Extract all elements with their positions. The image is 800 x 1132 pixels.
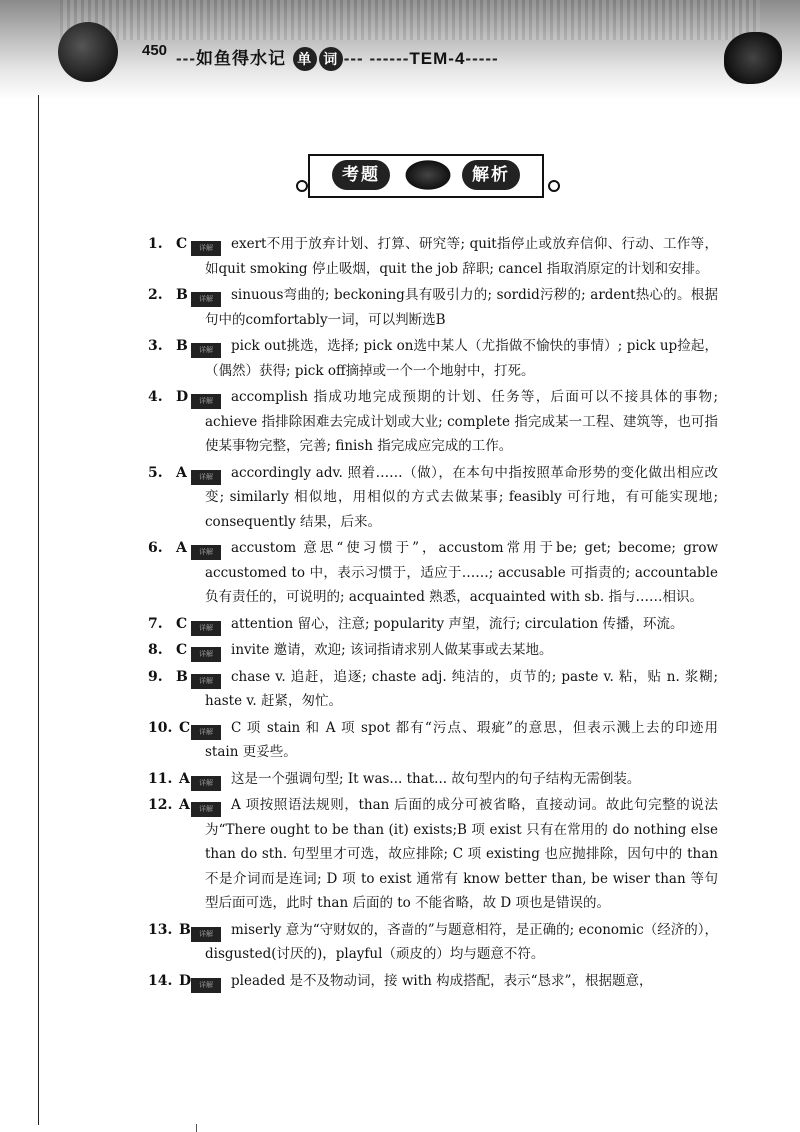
- answer-number: 7.: [148, 615, 163, 632]
- answer-explanation: accordingly adv. 照着……（做），在本句中指按照革命形势的变化做出相应改变; similarly 相似地，用相似的方式去做某事; feasibly 可行地，有可能实现地; consequently 结果，后来。: [205, 464, 718, 530]
- badge-char-2: 词: [319, 47, 343, 71]
- answer-letter: A: [176, 464, 187, 481]
- answer-item: [148, 612, 718, 637]
- margin-rule: [38, 95, 39, 1125]
- answer-item: [148, 918, 718, 967]
- answer-letter: A: [179, 770, 190, 787]
- answer-letter: A: [179, 797, 190, 813]
- answer-number: 8.: [148, 642, 163, 658]
- page-number: 450: [142, 42, 168, 59]
- answer-explanation: accomplish 指成功地完成预期的计划、任务等，后面可以不接具体的事物; achieve 指排除困难去完成计划或大业; complete 指完成某一工程、建筑等，也可指使某事物完整，完善; finish 指完成应完成的工作。: [205, 389, 718, 454]
- answer-explanation: 这是一个强调句型; It was... that... 故句型内的句子结构无需倒装。: [231, 770, 641, 787]
- answer-item: [148, 385, 718, 459]
- answer-item: [148, 232, 718, 281]
- answer-number: 10.: [148, 719, 173, 736]
- fish-logo-icon: [58, 22, 118, 82]
- answer-number: 11.: [148, 770, 173, 787]
- answer-number: 2.: [148, 287, 163, 303]
- explanation-tag-icon: 详解: [191, 394, 221, 409]
- answer-number: 5.: [148, 464, 163, 481]
- explanation-tag-icon: 详解: [191, 776, 221, 791]
- answer-letter: A: [176, 540, 187, 556]
- answer-item: [148, 767, 718, 792]
- explanation-tag-icon: 详解: [191, 927, 221, 942]
- answer-letter: B: [176, 287, 188, 303]
- heading-dot-right: [548, 180, 560, 192]
- answer-explanation: C 项 stain 和 A 项 spot 都有“污点、瑕疵”的意思，但表示溅上去的印迹用 stain 更妥些。: [205, 719, 718, 760]
- answer-explanation: attention 留心，注意; popularity 声望，流行; circulation 传播，环流。: [231, 615, 684, 632]
- answer-number: 6.: [148, 540, 163, 556]
- answer-item: [148, 716, 718, 765]
- bottom-tick: [196, 1124, 197, 1132]
- answer-letter: B: [179, 921, 191, 938]
- answer-explanation: pleaded 是不及物动词，接 with 构成搭配，表示“恳求”，根据题意，: [231, 972, 653, 989]
- answer-item: [148, 969, 718, 994]
- badge-char-1: 单: [293, 47, 317, 71]
- answer-item: [148, 334, 718, 383]
- explanation-tag-icon: 详解: [191, 621, 221, 636]
- heading-right-word: 解析: [462, 160, 520, 190]
- explanation-tag-icon: 详解: [191, 470, 221, 485]
- answer-item: [148, 665, 718, 714]
- answer-letter: C: [176, 236, 188, 252]
- answer-explanation: sinuous弯曲的; beckoning具有吸引力的; sordid污秽的; ardent热心的。根据句中的comfortably一词，可以判断选B: [205, 287, 718, 328]
- answer-explanation: A 项按照语法规则，than 后面的成分可被省略，直接动词。故此句完整的说法为“There ought to be than (it) exists;B 项 exist 只有在常用的 do nothing else than do sth. 句型里才可选，故应排除; C 项 existing 也应抛排除，因句中的 than 不是介词而是连词; D 项 to exist 通常有 know better than, be wiser than 等句型后面可选，此时 than 后面的 to 不能省略，故 D 项也是错误的。: [205, 797, 718, 911]
- explanation-tag-icon: 详解: [191, 292, 221, 307]
- answer-number: 14.: [148, 972, 173, 989]
- running-header: ---如鱼得水记 单 词 --- ------TEM-4-----: [176, 44, 736, 71]
- explanation-tag-icon: 详解: [191, 647, 221, 662]
- book-title: 如鱼得水记: [195, 49, 286, 68]
- answer-number: 4.: [148, 389, 163, 405]
- explanation-tag-icon: 详解: [191, 241, 221, 256]
- explanation-tag-icon: 详解: [191, 545, 221, 560]
- fish-emblem-icon: [402, 158, 454, 192]
- answer-item: [148, 638, 718, 663]
- answer-item: [148, 793, 718, 916]
- answer-letter: C: [179, 719, 191, 736]
- answer-letter: C: [176, 615, 188, 632]
- answer-item: [148, 461, 718, 535]
- answer-letter: D: [176, 389, 189, 405]
- answer-explanation: accustom 意思“使习惯于”，accustom常用于be; get; become; grow accustomed to 中，表示习惯于，适应于……; accusable 可指责的; accountable 负有责任的，可说明的; acquainted 熟悉，acquainted with sb. 指与……相识。: [205, 540, 718, 605]
- answer-item: [148, 536, 718, 610]
- answer-explanation: miserly 意为“守财奴的，吝啬的”与题意相符，是正确的; economic（经济的），disgusted(讨厌的)，playful（顽皮的）均与题意不符。: [205, 921, 718, 962]
- answer-list: [148, 232, 718, 995]
- explanation-tag-icon: 详解: [191, 674, 221, 689]
- heading-left-word: 考题: [332, 160, 390, 190]
- answer-number: 3.: [148, 338, 163, 354]
- answer-letter: B: [176, 338, 188, 354]
- answer-number: 13.: [148, 921, 173, 938]
- heading-dot-left: [296, 180, 308, 192]
- explanation-tag-icon: 详解: [191, 343, 221, 358]
- answer-explanation: pick out挑选，选择; pick on选中某人（尤指做不愉快的事情）; pick up捡起，（偶然）获得; pick off摘掉或一个一个地射中，打死。: [205, 338, 718, 379]
- explanation-tag-icon: 详解: [191, 725, 221, 740]
- section-heading: [296, 150, 566, 198]
- answer-item: [148, 283, 718, 332]
- answer-explanation: invite 邀请，欢迎; 该词指请求别人做某事或去某地。: [231, 642, 553, 658]
- answer-explanation: exert不用于放弃计划、打算、研究等; quit指停止或放弃信仰、行动、工作等，如quit smoking 停止吸烟，quit the job 辞职; cancel 指取消原定的计划和安排。: [205, 236, 718, 277]
- explanation-tag-icon: 详解: [191, 802, 221, 817]
- answer-number: 9.: [148, 668, 163, 685]
- exam-name: TEM-4: [409, 49, 466, 68]
- answer-letter: D: [179, 972, 192, 989]
- explanation-tag-icon: 详解: [191, 978, 221, 993]
- answer-number: 1.: [148, 236, 163, 252]
- answer-letter: C: [176, 642, 188, 658]
- answer-letter: B: [176, 668, 188, 685]
- answer-number: 12.: [148, 797, 173, 813]
- answer-explanation: chase v. 追赶，追逐; chaste adj. 纯洁的，贞节的; paste v. 粘，贴 n. 浆糊; haste v. 赶紧，匆忙。: [205, 668, 718, 709]
